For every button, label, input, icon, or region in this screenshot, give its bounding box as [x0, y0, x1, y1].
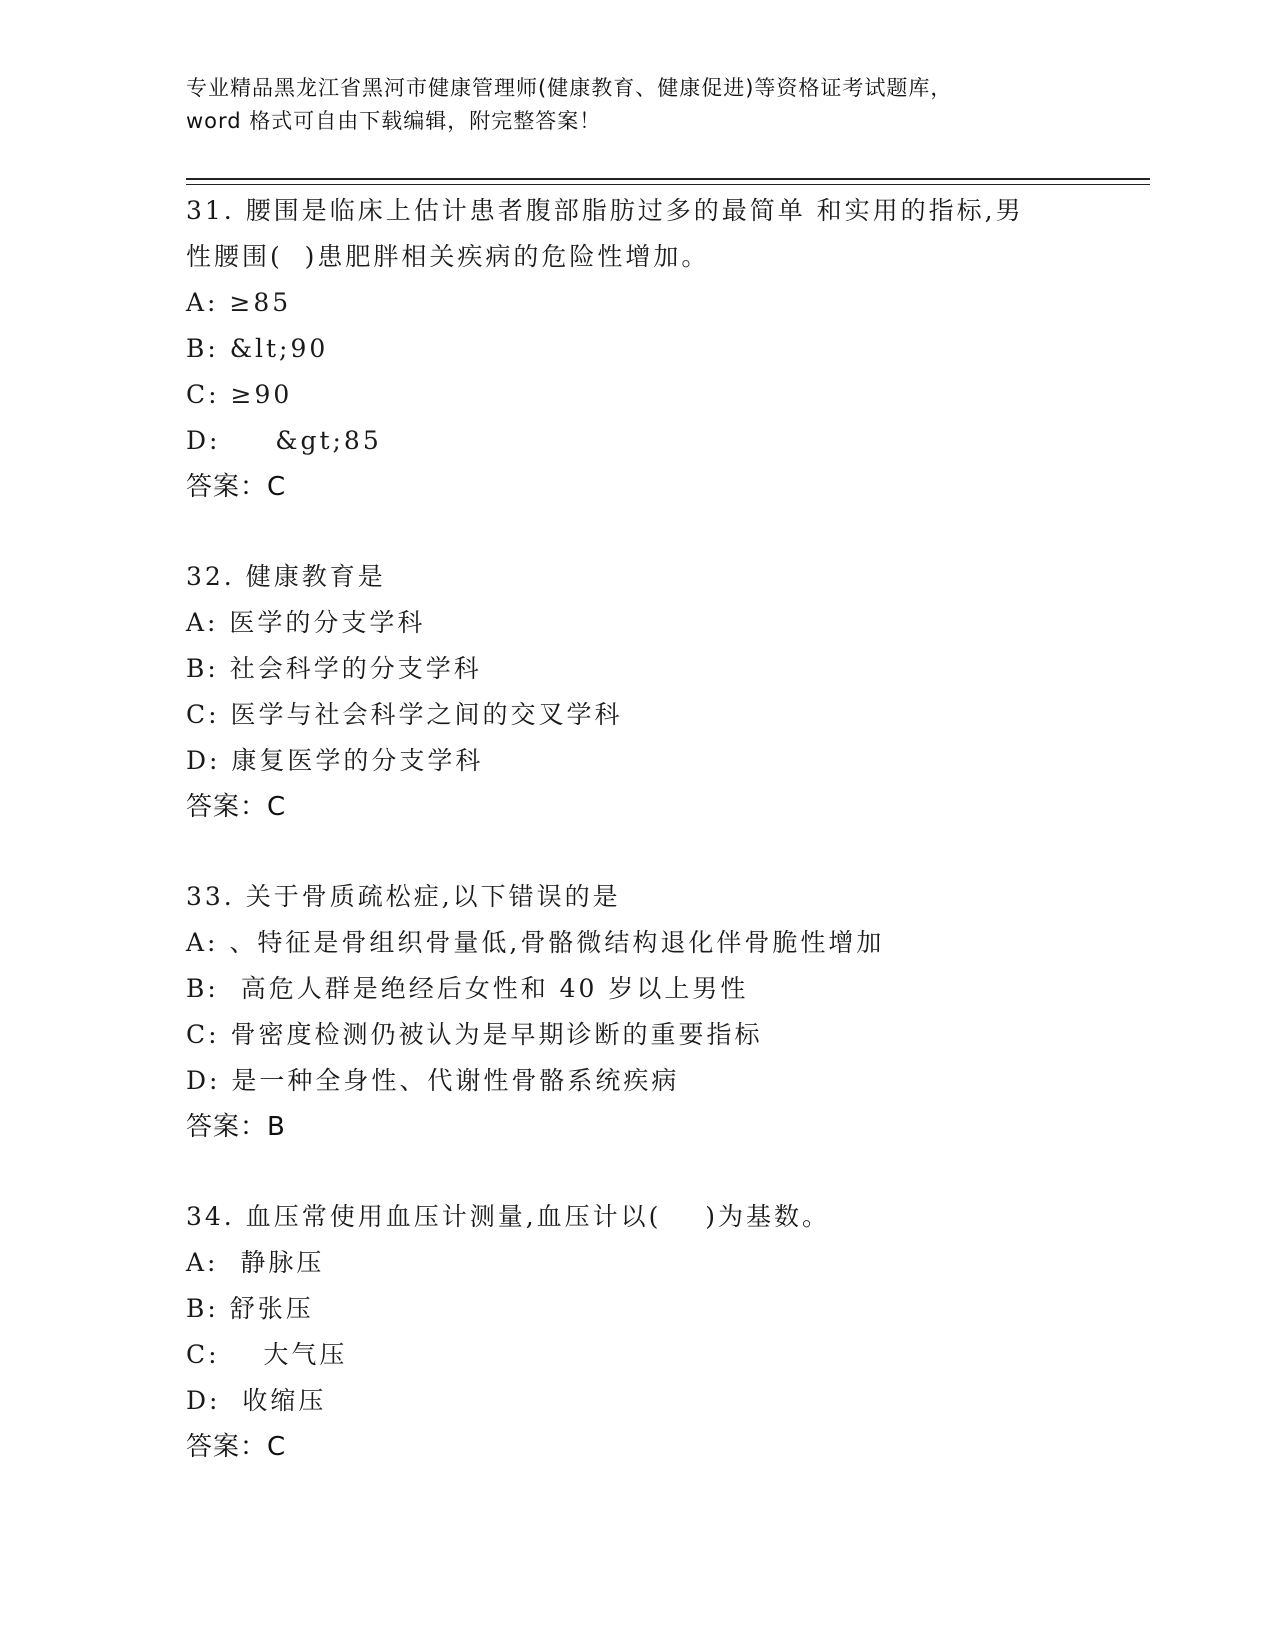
question-stem: 33. 关于骨质疏松症,以下错误的是	[186, 882, 621, 911]
option-d: D: 康复医学的分支学科	[186, 746, 484, 775]
question-stem: 34. 血压常使用血压计测量,血压计以( )为基数。	[186, 1202, 830, 1231]
option-a: A: 静脉压	[186, 1248, 325, 1277]
header-divider	[186, 178, 1150, 180]
question-32	[186, 562, 1086, 838]
option-c: C: 大气压	[186, 1340, 348, 1369]
question-stem: 31. 腰围是临床上估计患者腹部脂肪过多的最简单 和实用的指标,男	[186, 196, 1024, 225]
option-b: B: 舒张压	[186, 1294, 314, 1323]
option-d: D: 是一种全身性、代谢性骨骼系统疾病	[186, 1066, 680, 1095]
option-c: C: ≥90	[186, 380, 293, 409]
answer-line: 答案：B	[186, 1112, 286, 1142]
option-a: A: 、特征是骨组织骨量低,骨骼微结构退化伴骨脆性增加	[186, 928, 885, 957]
answer-line: 答案：C	[186, 792, 287, 822]
question-stem: 性腰围( )患肥胖相关疾病的危险性增加。	[186, 242, 710, 271]
option-a: A: ≥85	[186, 288, 292, 317]
option-b: B: 社会科学的分支学科	[186, 654, 482, 683]
answer-line: 答案：C	[186, 1432, 287, 1462]
question-stem: 32. 健康教育是	[186, 562, 386, 591]
option-d: D: &gt;85	[186, 426, 382, 455]
header-title-line-2: word 格式可自由下载编辑，附完整答案！	[186, 109, 602, 133]
option-c: C: 骨密度检测仍被认为是早期诊断的重要指标	[186, 1020, 763, 1049]
header-divider-thin	[186, 184, 1150, 185]
option-d: D: 收缩压	[186, 1386, 327, 1415]
option-c: C: 医学与社会科学之间的交叉学科	[186, 700, 623, 729]
question-33	[186, 882, 1086, 1158]
option-b: B: &lt;90	[186, 334, 329, 363]
option-b: B: 高危人群是绝经后女性和 40 岁以上男性	[186, 974, 749, 1003]
document-header	[186, 72, 1086, 138]
header-title-line-1: 专业精品黑龙江省黑河市健康管理师(健康教育、健康促进)等资格证考试题库，	[186, 76, 953, 100]
answer-line: 答案：C	[186, 472, 287, 502]
question-31	[186, 196, 1086, 518]
question-34	[186, 1202, 1086, 1478]
option-a: A: 医学的分支学科	[186, 608, 426, 637]
